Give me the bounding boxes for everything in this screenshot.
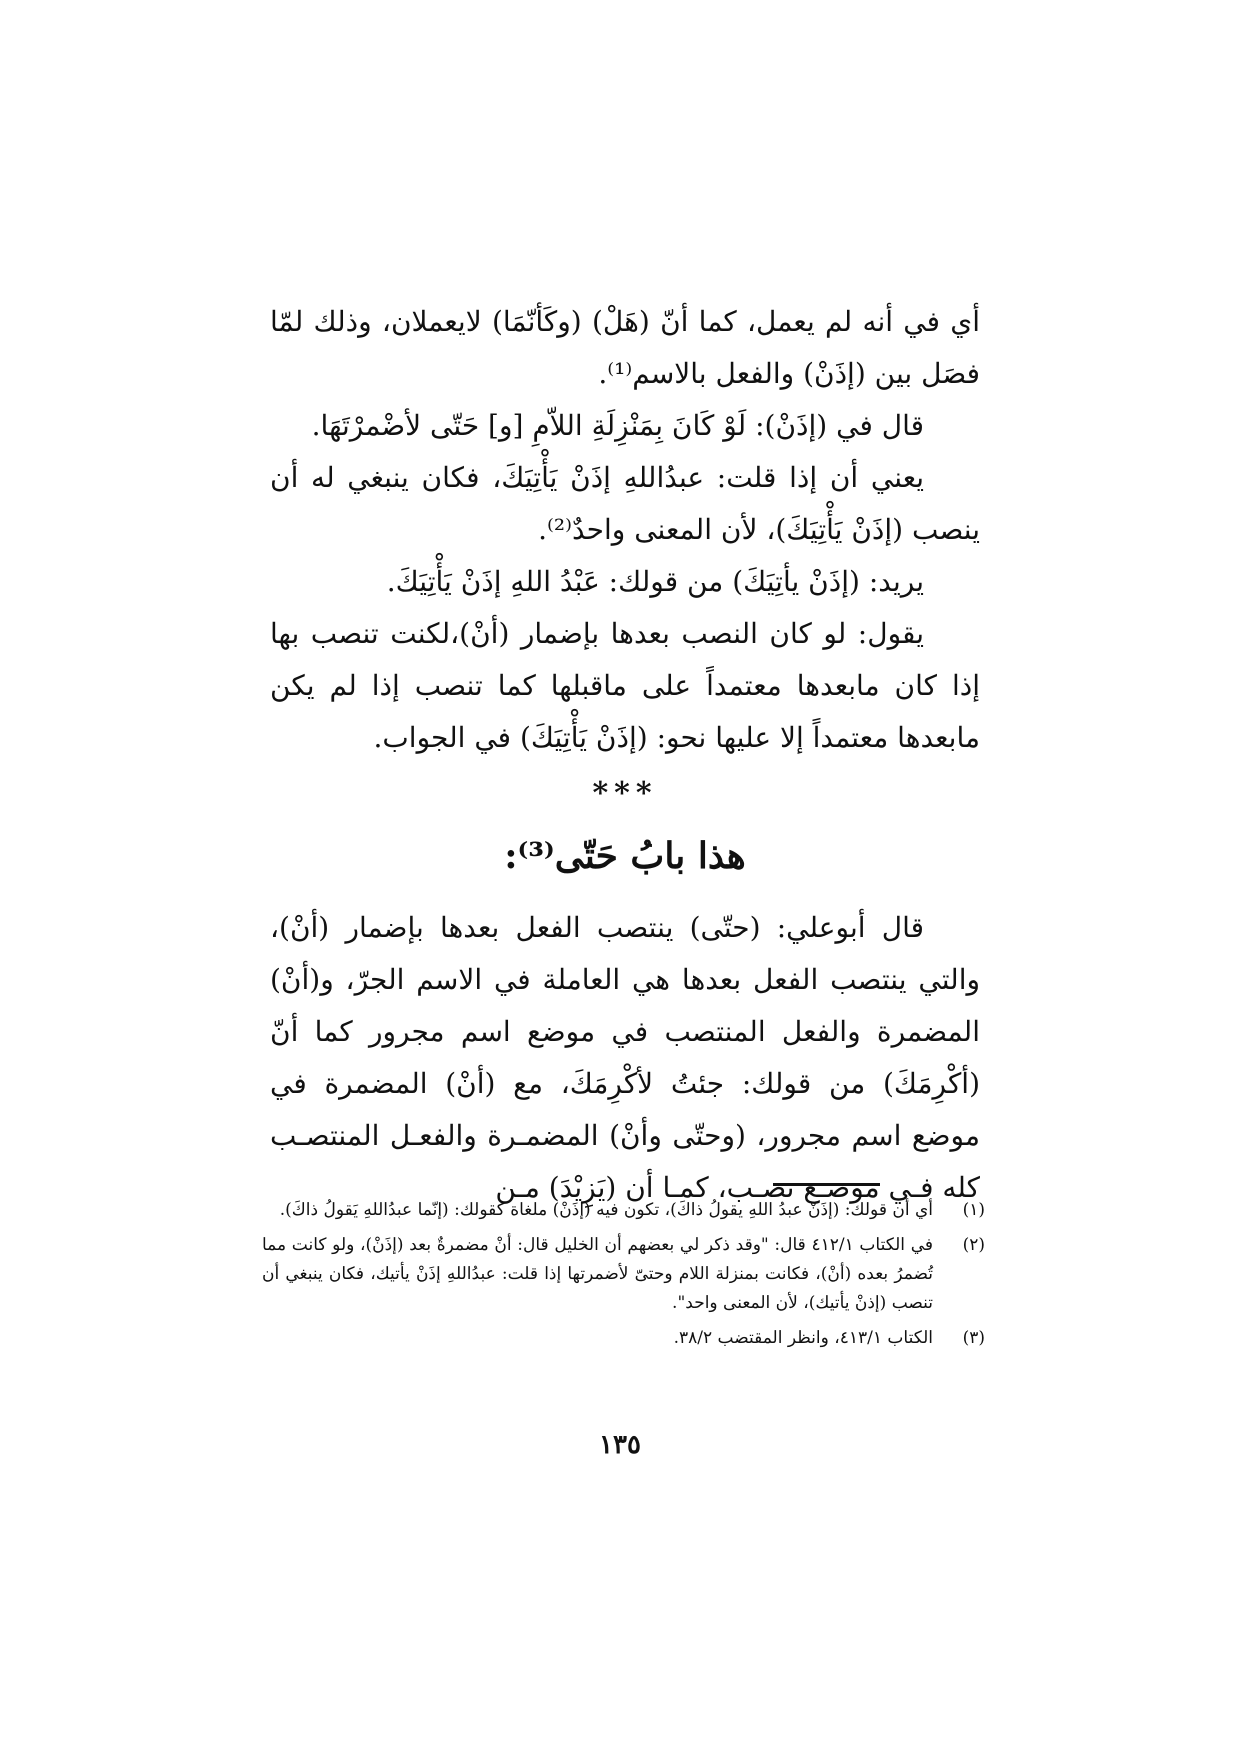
footnote-number: (٢) <box>962 1235 985 1255</box>
footnote-divider <box>773 1183 880 1186</box>
footnote-text: في الكتاب ٤١٢/١ قال: "وقد ذكر لي بعضهم أن الخليل قال: أنْ مضمرةٌ بعد (إذَنْ)، ولو كانت مما تُضمرُ بعده (أنْ)، فكانت بمنزلة اللام وحتىّ لأضمرتها إذا قلت: عبدُاللهِ إذَنْ يأتيك، فكان ينبغي أن تنصب (إذنْ يأتيك)، لأن المعنى واحد". <box>262 1235 933 1313</box>
footnote-1 <box>262 1196 985 1225</box>
chapter-title: هذا بابُ حَتّى⁽³⁾: <box>504 835 746 877</box>
footnote-number: (٣) <box>962 1328 985 1348</box>
chapter-paragraph: قال أبوعلي: (حتّى) ينتصب الفعل بعدها بإضمار (أنْ)، والتي ينتصب الفعل بعدها هي العاملة في الاسم الجرّ، و(أنْ) المضمرة والفعل المنتصب في موضع اسم مجرور كما أنّ (أكْرِمَكَ) من قولك: جئتُ لأكْرِمَكَ، مع (أنْ) المضمرة في موضع اسم مجرور، (وحتّى وأنْ) المضمـرة والفعـل المنتصـب كله فـي موضـع نصـب، كمـا أن (يَزِيْدَ) مـن <box>270 911 980 1204</box>
paragraph-4: يريد: (إذَنْ يأتِيَكَ) من قولك: عَبْدُ اللهِ إذَنْ يَأْتِيَكَ. <box>386 565 924 598</box>
page-number: ١٣٥ <box>599 1430 641 1460</box>
footnotes <box>262 1196 985 1359</box>
footnote-text: الكتاب ٤١٣/١، وانظر المقتضب ٣٨/٢. <box>673 1328 933 1348</box>
section-separator: *** <box>592 776 658 811</box>
footnote-number: (١) <box>962 1200 985 1220</box>
paragraph-2: قال في (إذَنْ): لَوْ كَانَ بِمَنْزِلَةِ اللاّمِ [و] حَتّى لأضْمرْتَهَا. <box>311 409 924 442</box>
footnote-2 <box>262 1231 985 1318</box>
paragraph-3: يعني أن إذا قلت: عبدُاللهِ إذَنْ يَأْتِيَكَ، فكان ينبغي له أن ينصب (إذَنْ يَأْتِيَكَ)، لأن المعنى واحدٌ⁽²⁾. <box>270 461 980 546</box>
paragraph-5: يقول: لو كان النصب بعدها بإضمار (أنْ)،لكنت تنصب بها إذا كان مابعدها معتمداً على ماقبلها كما تنصب إذا لم يكن مابعدها معتمداً إلا عليها نحو: (إذَنْ يَأْتِيَكَ) في الجواب. <box>270 617 980 754</box>
paragraph-1: أي في أنه لم يعمل، كما أنّ (هَلْ) (وكَأنّمَا) لايعملان، وذلك لمّا فصَل بين (إذَنْ) والفعل بالاسم⁽¹⁾. <box>270 305 980 390</box>
footnote-text: أي أن قولك: (إذَنْ عبدُ اللهِ يقولُ ذاكَ)، تكون فيه (إذَنْ) ملغاة كقولك: (إنّما عبدُاللهِ يَقولُ ذاكَ). <box>279 1200 933 1220</box>
main-text <box>270 296 980 1214</box>
footnote-3 <box>262 1324 985 1353</box>
